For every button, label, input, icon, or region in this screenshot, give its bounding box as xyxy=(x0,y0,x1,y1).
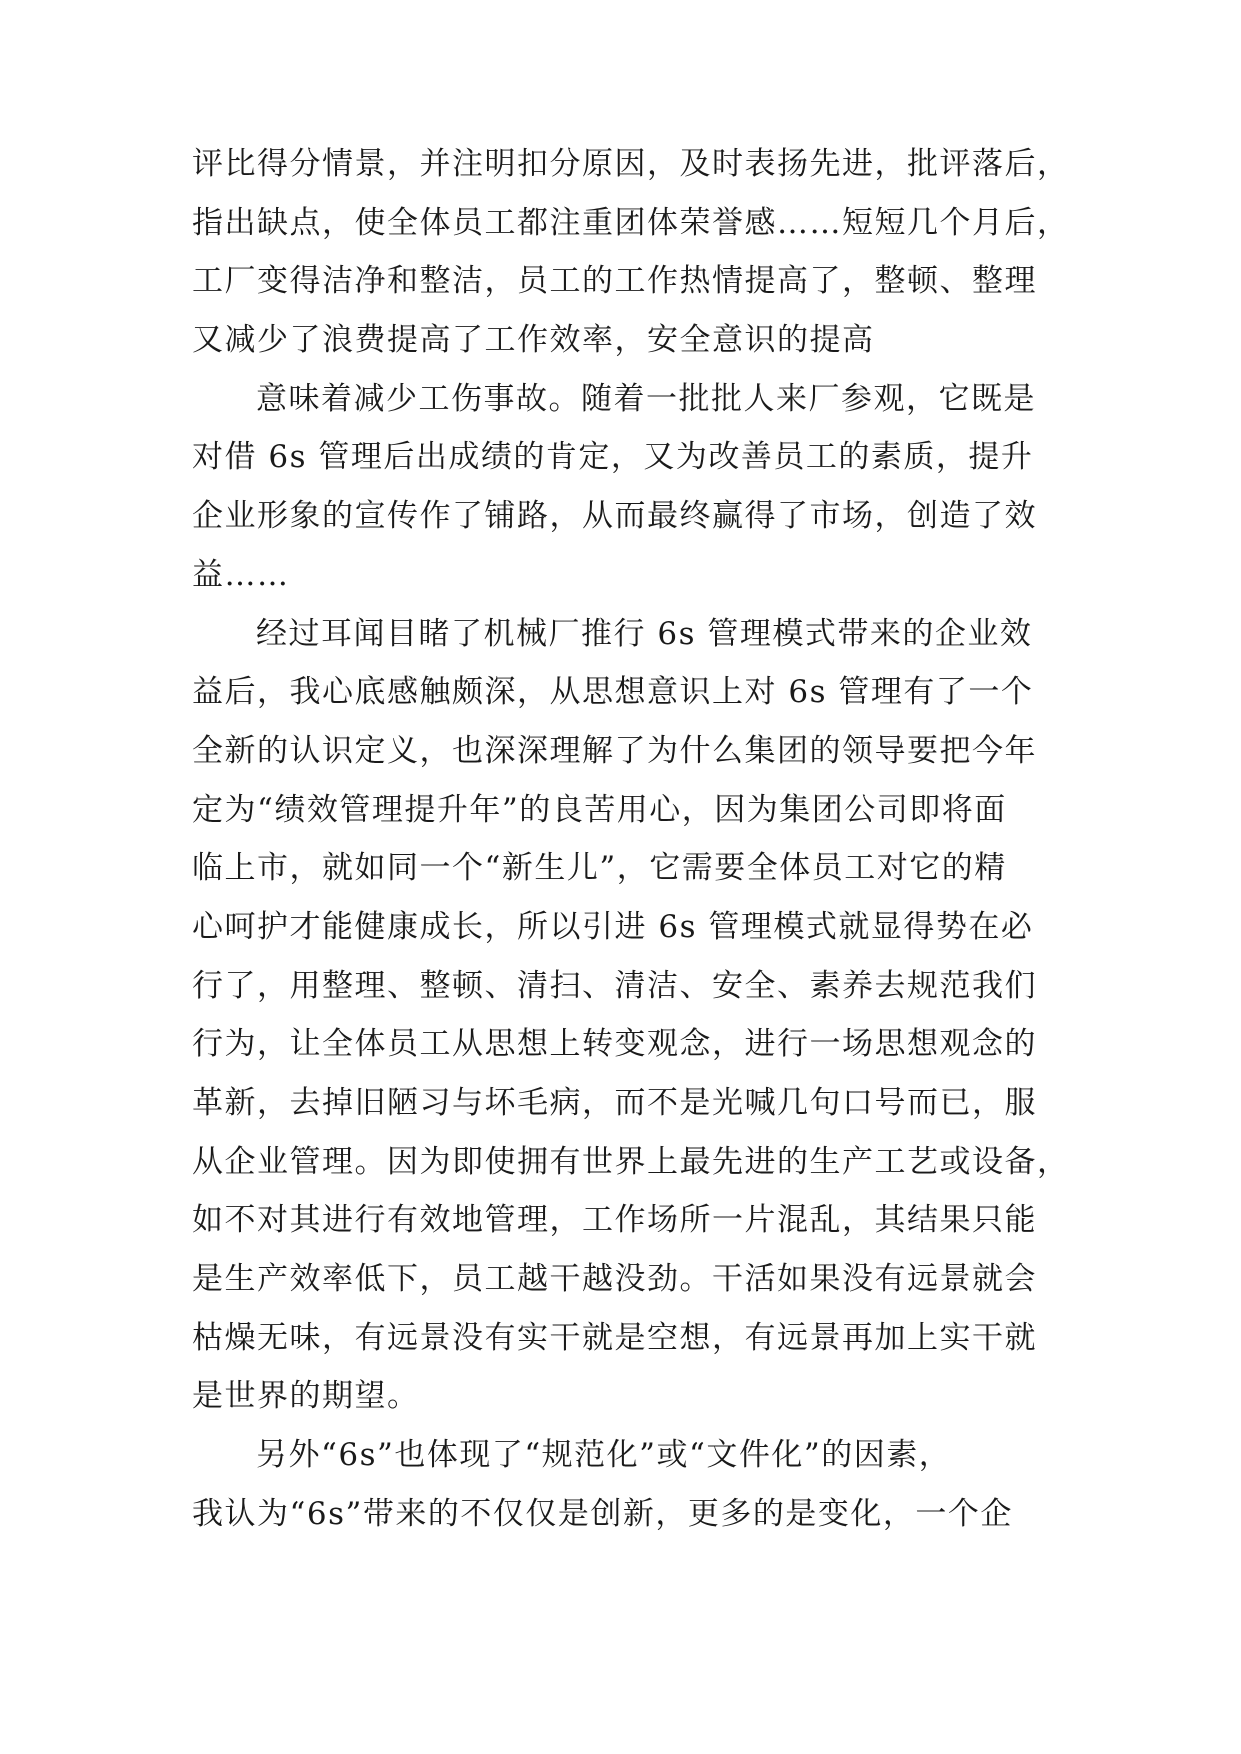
text-line: 临上市，就如同一个“新生儿”，它需要全体员工对它的精 xyxy=(192,850,1007,887)
text-line: 工厂变得洁净和整洁，员工的工作热情提高了，整顿、整理 xyxy=(192,263,1037,300)
text-line: 心呵护才能健康成长，所以引进 6s 管理模式就显得势在必 xyxy=(192,908,1034,945)
text-line: 我认为“6s”带来的不仅仅是创新，更多的是变化，一个企 xyxy=(192,1495,1013,1532)
text-line: 定为“绩效管理提升年”的良苦用心，因为集团公司即将面 xyxy=(192,791,1007,828)
text-line: 另外“6s”也体现了“规范化”或“文件化”的因素， xyxy=(256,1437,952,1474)
text-line: 对借 6s 管理后出成绩的肯定，又为改善员工的素质，提升 xyxy=(192,439,1034,476)
document-body xyxy=(192,135,1072,1544)
text-line: 经过耳闻目睹了机械厂推行 6s 管理模式带来的企业效 xyxy=(256,615,1033,652)
text-line: 评比得分情景，并注明扣分原因，及时表扬先进，批评落后， xyxy=(192,146,1070,182)
text-line: 益…… xyxy=(192,556,290,593)
text-line: 如不对其进行有效地管理，工作场所一片混乱，其结果只能 xyxy=(192,1202,1037,1239)
text-line: 行了，用整理、整顿、清扫、清洁、安全、素养去规范我们 xyxy=(192,967,1037,1004)
text-line: 从企业管理。因为即使拥有世界上最先进的生产工艺或设备， xyxy=(192,1143,1070,1180)
text-line: 企业形象的宣传作了铺路，从而最终赢得了市场，创造了效 xyxy=(192,498,1037,535)
text-line: 革新，去掉旧陋习与坏毛病，而不是光喊几句口号而已，服 xyxy=(192,1085,1037,1121)
text-line: 益后，我心底感触颇深，从思想意识上对 6s 管理有了一个 xyxy=(192,674,1034,711)
text-line: 枯燥无味，有远景没有实干就是空想，有远景再加上实干就 xyxy=(192,1319,1037,1356)
text-line: 是生产效率低下，员工越干越没劲。干活如果没有远景就会 xyxy=(192,1261,1037,1298)
text-line: 意味着减少工伤事故。随着一批批人来厂参观，它既是 xyxy=(256,380,1036,417)
text-line: 是世界的期望。 xyxy=(192,1378,420,1415)
text-line: 又减少了浪费提高了工作效率，安全意识的提高 xyxy=(192,322,875,359)
text-line: 指出缺点，使全体员工都注重团体荣誉感……短短几个月后， xyxy=(192,204,1070,241)
text-line: 全新的认识定义，也深深理解了为什么集团的领导要把今年 xyxy=(192,732,1037,769)
text-line: 行为，让全体员工从思想上转变观念，进行一场思想观念的 xyxy=(192,1026,1037,1063)
